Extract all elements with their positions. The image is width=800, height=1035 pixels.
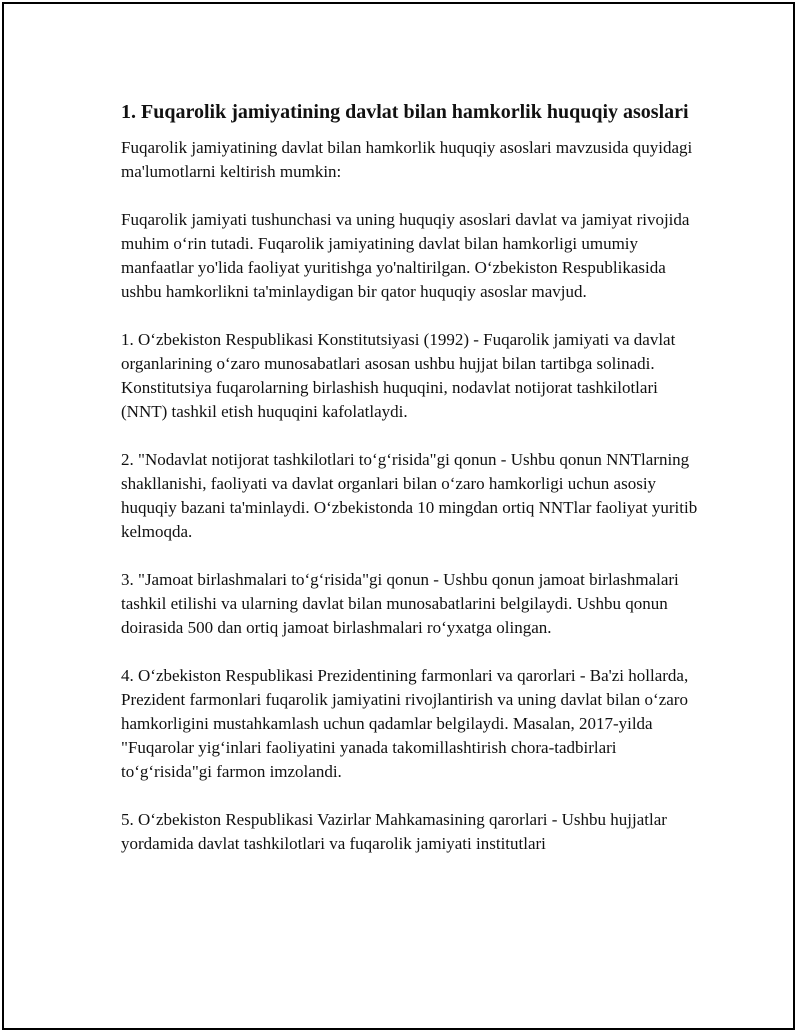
list-item-public-associations-law: 3. "Jamoat birlashmalari to‘g‘risida"gi qonun - Ushbu qonun jamoat birlashmalari tashkil etilishi va ularning davlat bilan munosabatlarini belgilaydi. Ushbu qonun doirasida 500 dan ortiq jamoat birlashmalari ro‘yxatga olingan. bbox=[121, 570, 679, 637]
intro-paragraph: Fuqarolik jamiyatining davlat bilan hamkorlik huquqiy asoslari mavzusida quyidagi ma'lumotlarni keltirish mumkin: bbox=[121, 138, 693, 181]
list-item-cabinet-resolutions: 5. O‘zbekiston Respublikasi Vazirlar Mahkamasining qarorlari - Ushbu hujjatlar yordamida davlat tashkilotlari va fuqarolik jamiyati institutlari bbox=[121, 810, 667, 853]
document-page bbox=[2, 2, 795, 1030]
list-item-constitution: 1. O‘zbekiston Respublikasi Konstitutsiyasi (1992) - Fuqarolik jamiyati va davlat organlarining o‘zaro munosabatlari asosan ushbu hujjat bilan tartibga solinadi. Konstitutsiya fuqarolarning birlashish huquqini, nodavlat notijorat tashkilotlari (NNT) tashkil etish huquqini kafolatlaydi. bbox=[121, 330, 676, 421]
document-body bbox=[121, 98, 703, 880]
list-item-ngo-law: 2. "Nodavlat notijorat tashkilotlari to‘g‘risida"gi qonun - Ushbu qonun NNTlarning shakllanishi, faoliyati va davlat organlari bilan o‘zaro hamkorligi uchun asosiy huquqiy bazani ta'minlaydi. O‘zbekistonda 10 mingdan ortiq NNTlar faoliyat yuritib kelmoqda. bbox=[121, 450, 698, 541]
document-title: 1. Fuqarolik jamiyatining davlat bilan hamkorlik huquqiy asoslari bbox=[121, 101, 689, 123]
context-paragraph: Fuqarolik jamiyati tushunchasi va uning huquqiy asoslari davlat va jamiyat rivojida muhim o‘rin tutadi. Fuqarolik jamiyatining davlat bilan hamkorligi umumiy manfaatlar yo'lida faoliyat yuritishga yo'naltirilgan. O‘zbekiston Respublikasida ushbu hamkorlikni ta'minlaydigan bir qator huquqiy asoslar mavjud. bbox=[121, 210, 690, 301]
list-item-presidential-decrees: 4. O‘zbekiston Respublikasi Prezidentining farmonlari va qarorlari - Ba'zi hollarda, Prezident farmonlari fuqarolik jamiyatini rivojlantirish va uning davlat bilan o‘zaro hamkorligini mustahkamlash uchun qadamlar belgilaydi. Masalan, 2017-yilda "Fuqarolar yig‘inlari faoliyatini yanada takomillashtirish chora-tadbirlari to‘g‘risida"gi farmon imzolandi. bbox=[121, 666, 689, 781]
